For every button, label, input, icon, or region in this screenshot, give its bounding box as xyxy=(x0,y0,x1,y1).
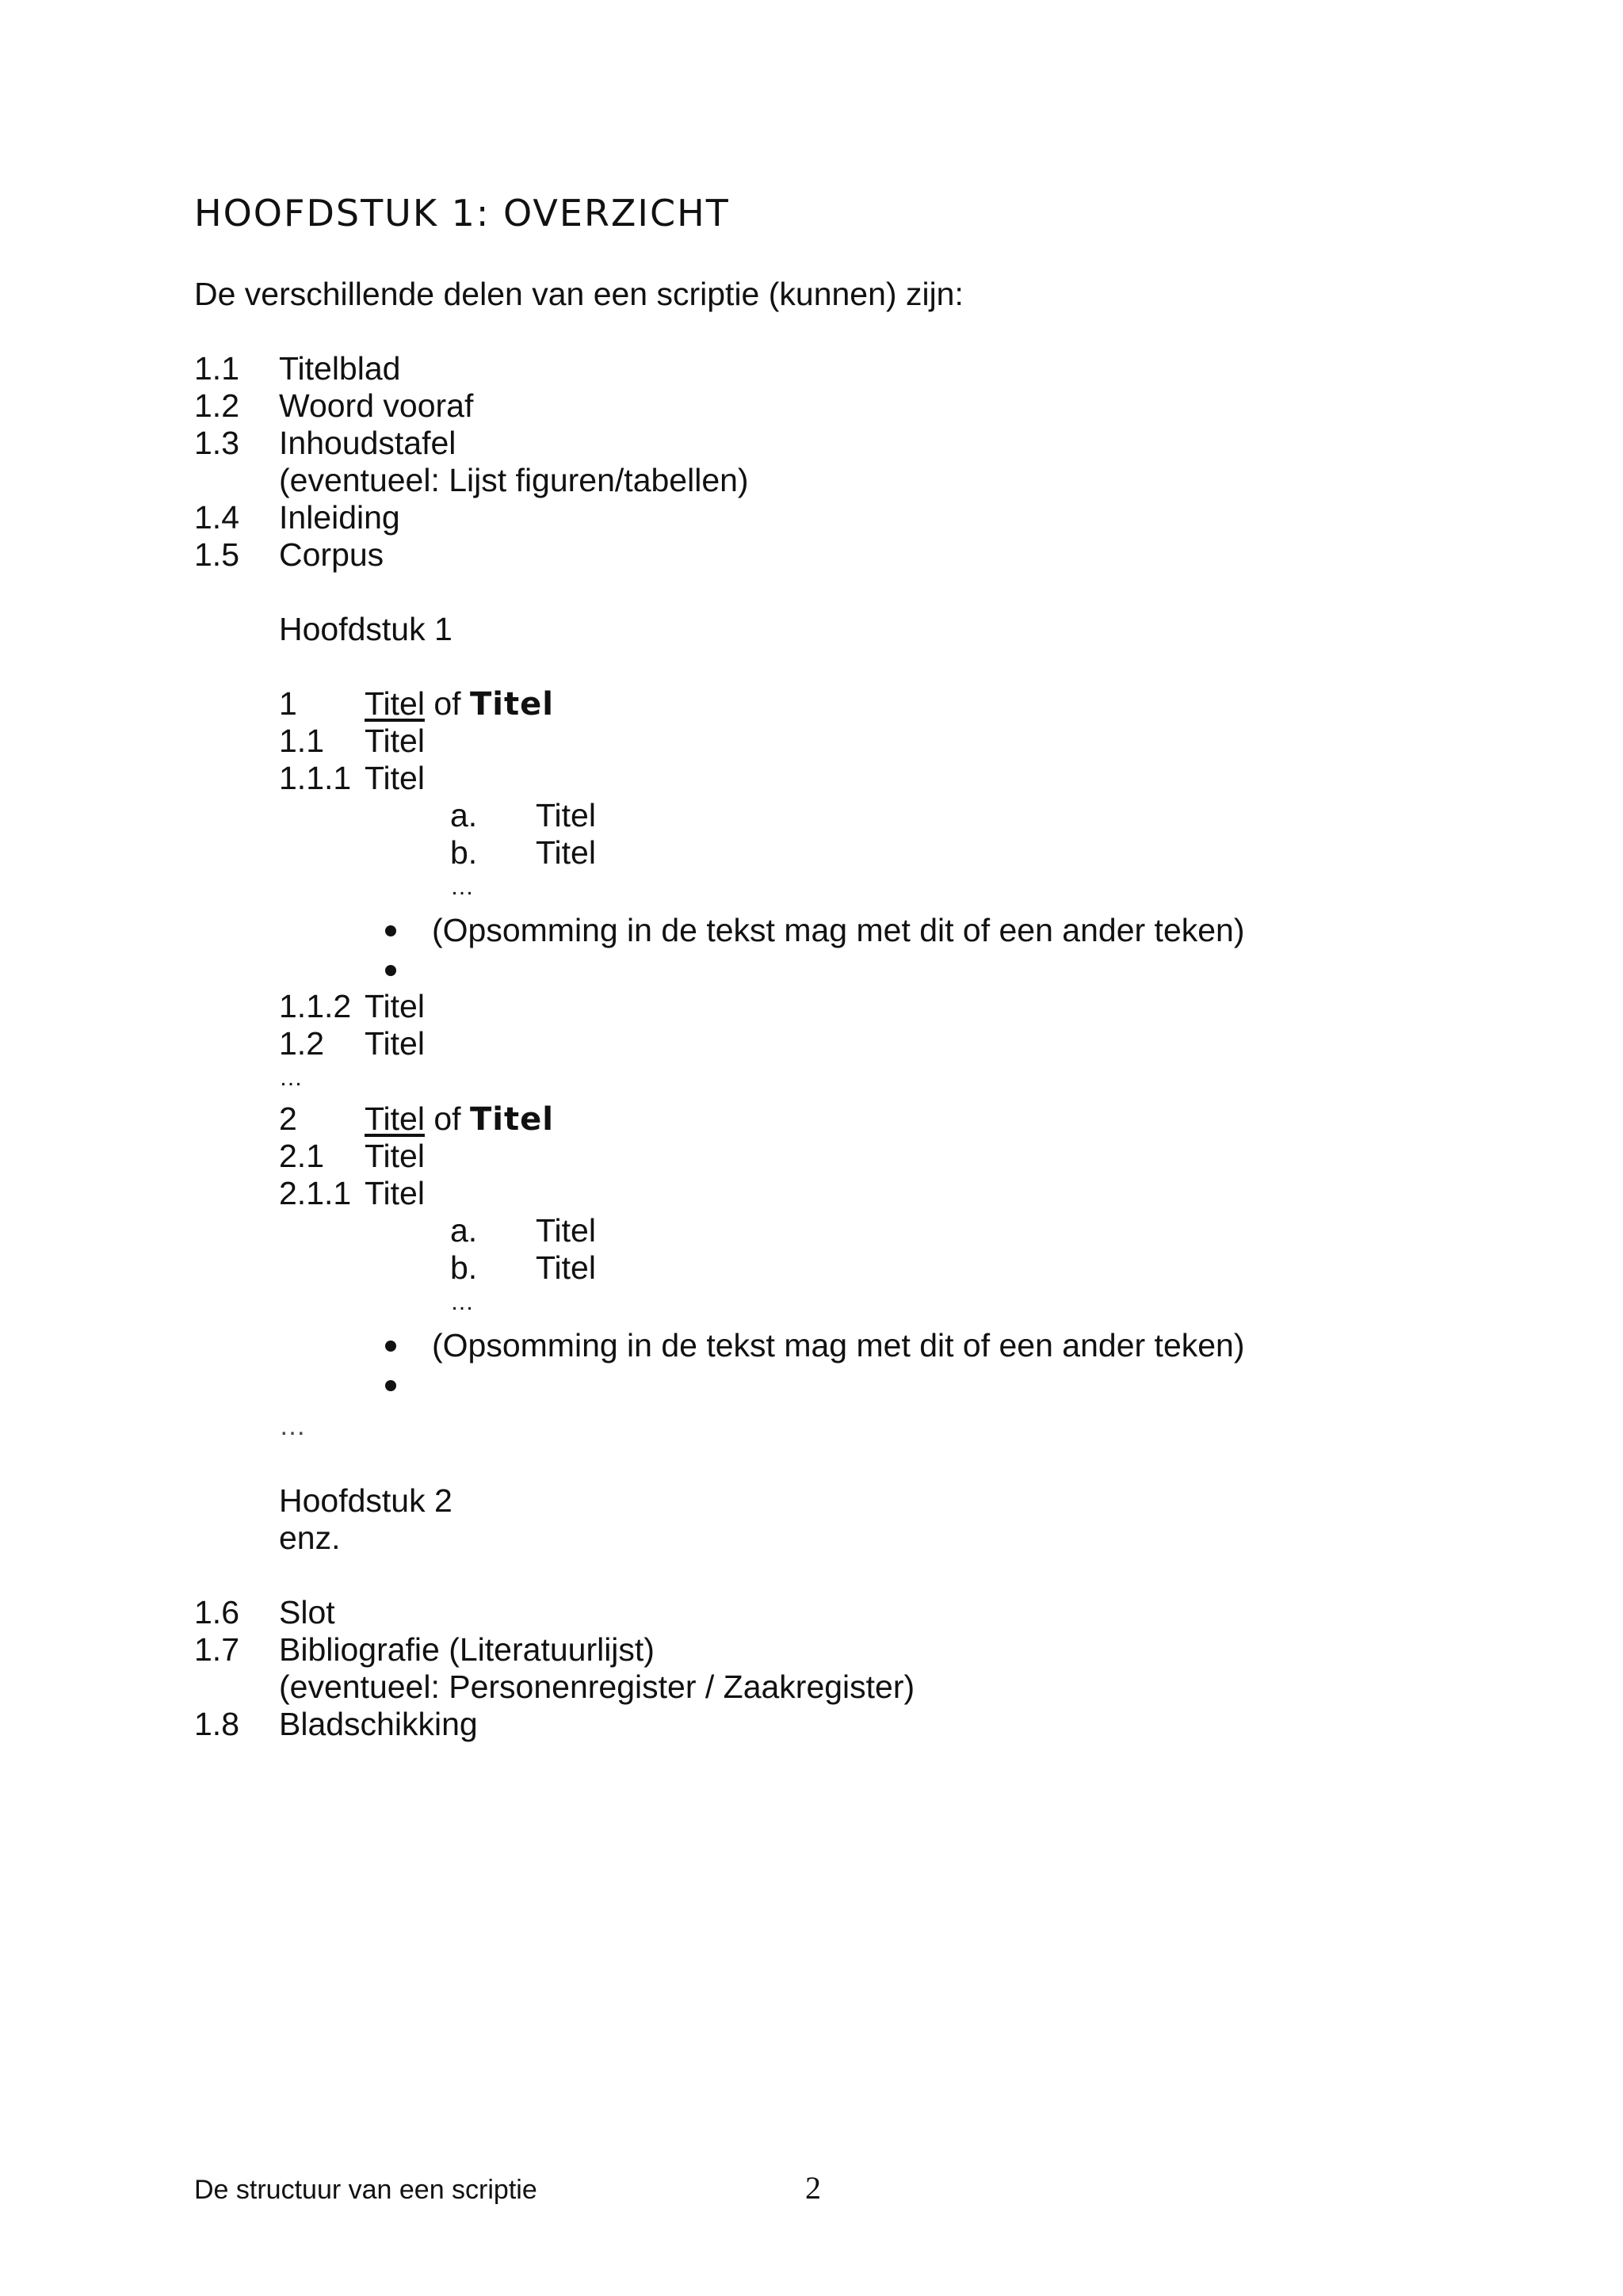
item-number: 1.5 xyxy=(194,536,239,573)
item-text: Inleiding xyxy=(279,499,400,536)
item-text: (eventueel: Personenregister / Zaakregister) xyxy=(279,1669,915,1705)
list-text: Titel xyxy=(536,1212,596,1249)
list-marker: b. xyxy=(450,834,478,871)
list-marker: a. xyxy=(450,1212,478,1249)
section-heading xyxy=(365,1100,554,1138)
bullet-icon xyxy=(385,925,396,936)
item-text: Corpus xyxy=(279,536,384,573)
of-word: of xyxy=(433,685,461,722)
item-number: 1.3 xyxy=(194,425,239,461)
ellipsis: … xyxy=(279,1411,306,1441)
subsection-text: Titel xyxy=(365,988,425,1024)
page-title: HOOFDSTUK 1: OVERZICHT xyxy=(194,192,730,235)
ellipsis: … xyxy=(279,1065,303,1091)
chapter-label: Hoofdstuk 1 xyxy=(279,611,453,647)
item-text: (eventueel: Lijst figuren/tabellen) xyxy=(279,462,749,498)
list-text: Titel xyxy=(536,1249,596,1286)
bullet-text: (Opsomming in de tekst mag met dit of een ander teken) xyxy=(432,912,1245,948)
bullet-icon xyxy=(385,1341,396,1352)
etc-text: enz. xyxy=(279,1520,341,1556)
item-number: 1.4 xyxy=(194,499,239,536)
section-number: 1 xyxy=(279,685,297,722)
item-number: 1.2 xyxy=(194,387,239,424)
bullet-text: (Opsomming in de tekst mag met dit of een ander teken) xyxy=(432,1327,1245,1363)
item-text: Slot xyxy=(279,1594,335,1630)
underlined-title: Titel xyxy=(365,1100,425,1137)
subsection-text: Titel xyxy=(365,760,425,796)
subsection-text: Titel xyxy=(365,1138,425,1174)
item-text: Titelblad xyxy=(279,350,401,387)
list-marker: b. xyxy=(450,1249,478,1286)
item-number: 1.7 xyxy=(194,1631,239,1668)
of-word: of xyxy=(433,1100,461,1137)
list-marker: a. xyxy=(450,797,478,833)
intro-text: De verschillende delen van een scriptie (kunnen) zijn: xyxy=(194,276,964,312)
bold-title: Titel xyxy=(469,1101,554,1138)
subsection-number: 1.2 xyxy=(279,1025,324,1062)
subsection-number: 2.1 xyxy=(279,1138,324,1174)
item-number: 1.6 xyxy=(194,1594,239,1630)
subsection-text: Titel xyxy=(365,1025,425,1062)
subsection-number: 1.1.2 xyxy=(279,988,352,1024)
footer-text: De structuur van een scriptie xyxy=(194,2175,537,2205)
subsection-number: 1.1.1 xyxy=(279,760,352,796)
ellipsis: … xyxy=(450,874,474,900)
item-text: Woord vooraf xyxy=(279,387,474,424)
underlined-title: Titel xyxy=(365,685,425,722)
subsection-text: Titel xyxy=(365,723,425,759)
bold-title: Titel xyxy=(469,686,554,723)
item-number: 1.1 xyxy=(194,350,239,387)
subsection-number: 1.1 xyxy=(279,723,324,759)
item-text: Bibliografie (Literatuurlijst) xyxy=(279,1631,655,1668)
section-heading xyxy=(365,685,554,723)
bullet-icon xyxy=(385,965,396,976)
item-text: Bladschikking xyxy=(279,1706,478,1742)
ellipsis: … xyxy=(450,1289,474,1315)
chapter-label: Hoofdstuk 2 xyxy=(279,1482,453,1519)
bullet-icon xyxy=(385,1380,396,1391)
list-text: Titel xyxy=(536,834,596,871)
subsection-text: Titel xyxy=(365,1175,425,1211)
subsection-number: 2.1.1 xyxy=(279,1175,352,1211)
item-text: Inhoudstafel xyxy=(279,425,456,461)
page-number: 2 xyxy=(805,2170,821,2206)
list-text: Titel xyxy=(536,797,596,833)
item-number: 1.8 xyxy=(194,1706,239,1742)
section-number: 2 xyxy=(279,1100,297,1137)
